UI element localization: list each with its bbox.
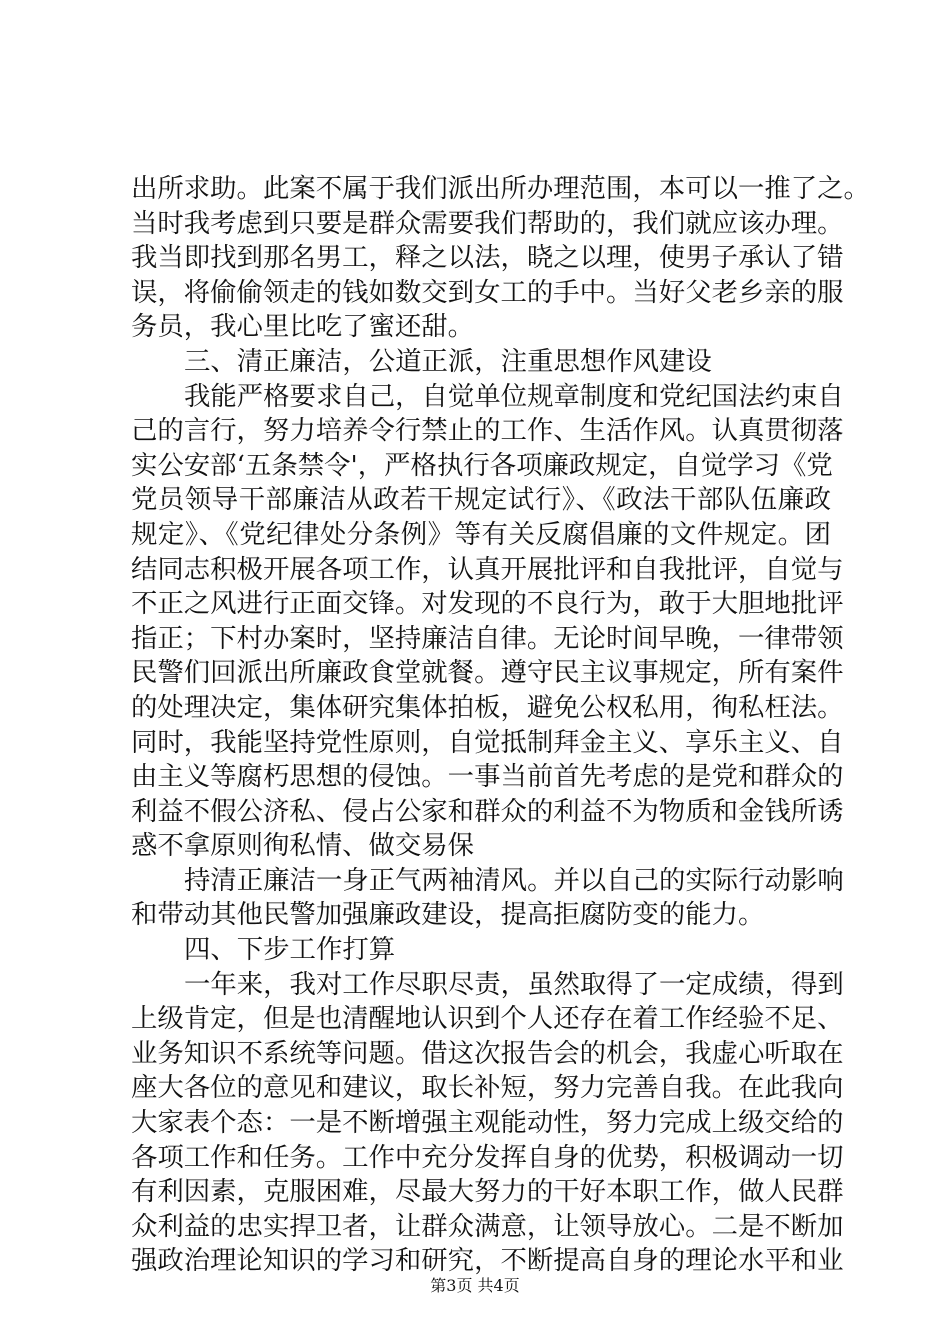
text-line: 众利益的忠实捍卫者，让群众满意，让领导放心。二是不断加 <box>131 1210 844 1242</box>
text-line: 实公安部‘五条禁令'，严格执行各项廉政规定，自觉学习《党 <box>131 449 833 481</box>
text-line: 我当即找到那名男工，释之以法，晓之以理，使男子承认了错 <box>131 242 844 274</box>
text-line: 强政治理论知识的学习和研究，不断提高自身的理论水平和业 <box>131 1245 844 1277</box>
text-line: 持清正廉洁一身正气两袖清风。并以自己的实际行动影响 <box>184 864 844 896</box>
text-line: 有利因素，克服困难，尽最大努力的干好本职工作，做人民群 <box>131 1176 844 1208</box>
text-line: 我能严格要求自己，自觉单位规章制度和党纪国法约束自 <box>184 380 844 412</box>
text-line: 和带动其他民警加强廉政建设，提高拒腐防变的能力。 <box>131 899 765 931</box>
text-line: 结同志积极开展各项工作，认真开展批评和自我批评，自觉与 <box>131 553 844 585</box>
text-line: 座大各位的意见和建议，取长补短，努力完善自我。在此我向 <box>131 1072 844 1104</box>
text-line: 同时，我能坚持党性原则，自觉抵制拜金主义、享乐主义、自 <box>131 726 844 758</box>
text-line: 大家表个态：一是不断增强主观能动性，努力完成上级交给的 <box>131 1107 844 1139</box>
text-line: 当时我考虑到只要是群众需要我们帮助的，我们就应该办理。 <box>131 207 844 239</box>
text-line: 一年来，我对工作尽职尽责，虽然取得了一定成绩，得到 <box>184 968 844 1000</box>
text-line: 惑不拿原则徇私情、做交易保 <box>131 830 475 862</box>
text-line: 由主义等腐朽思想的侵蚀。一事当前首先考虑的是党和群众的 <box>131 761 844 793</box>
text-line: 误，将偷偷领走的钱如数交到女工的手中。当好父老乡亲的服 <box>131 276 844 308</box>
text-line: 党员领导干部廉洁从政若干规定试行》、《政法干部队伍廉政 <box>131 484 831 516</box>
text-line: 上级肯定，但是也清醒地认识到个人还存在着工作经验不足、 <box>131 1003 844 1035</box>
text-line: 务员，我心里比吃了蜜还甜。 <box>131 311 475 343</box>
text-line: 的处理决定，集体研究集体拍板，避免公权私用，徇私枉法。 <box>131 691 844 723</box>
text-line: 不正之风进行正面交锋。对发现的不良行为，敢于大胆地批评 <box>131 588 844 620</box>
text-line: 利益不假公济私、侵占公家和群众的利益不为物质和金钱所诱 <box>131 795 844 827</box>
text-line: 民警们回派出所廉政食堂就餐。遵守民主议事规定，所有案件 <box>131 657 844 689</box>
text-line: 四、下步工作打算 <box>184 934 396 966</box>
text-line: 指正；下村办案时，坚持廉洁自律。无论时间早晚，一律带领 <box>131 622 844 654</box>
page-footer: 第3页 共4页 <box>430 1276 520 1295</box>
text-line: 业务知识不系统等问题。借这次报告会的机会，我虚心听取在 <box>131 1037 844 1069</box>
text-line: 三、清正廉洁，公道正派，注重思想作风建设 <box>184 345 712 377</box>
text-line: 己的言行，努力培养令行禁止的工作、生活作风。认真贯彻落 <box>131 415 844 447</box>
document-body <box>131 172 870 1279</box>
text-line: 规定》、《党纪律处分条例》等有关反腐倡廉的文件规定。团 <box>131 518 831 550</box>
text-line: 各项工作和任务。工作中充分发挥自身的优势，积极调动一切 <box>131 1141 844 1173</box>
text-line: 出所求助。此案不属于我们派出所办理范围，本可以一推了之。 <box>131 173 870 204</box>
